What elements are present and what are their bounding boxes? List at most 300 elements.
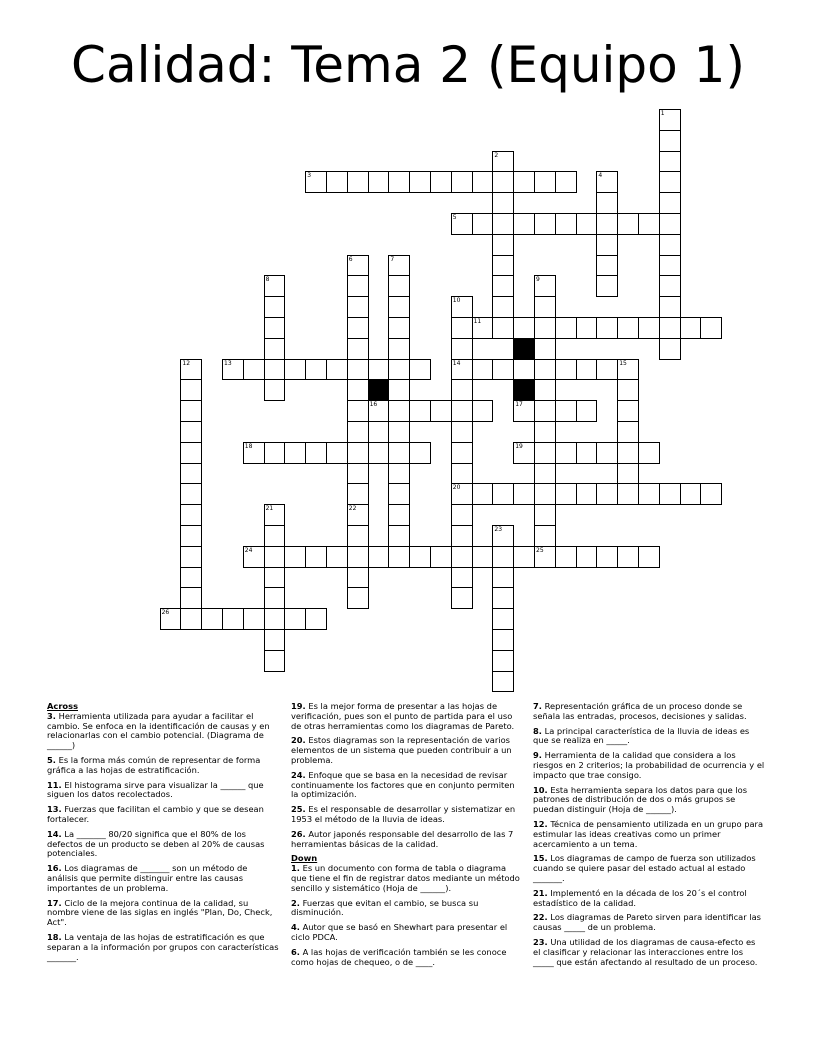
grid-cell[interactable] [180, 587, 202, 609]
clue-number-label: 15. [533, 853, 548, 864]
grid-cell[interactable] [347, 442, 369, 464]
grid-cell[interactable] [659, 275, 681, 297]
clue-text: Es la forma más común de representar de forma gráfica a las hojas de estratificación. [47, 754, 261, 775]
grid-cell[interactable] [659, 151, 681, 173]
grid-cell[interactable] [388, 504, 410, 526]
grid-cell[interactable] [451, 338, 473, 360]
grid-cell[interactable] [451, 546, 473, 568]
grid-cell[interactable] [347, 567, 369, 589]
grid-cell[interactable] [180, 463, 202, 485]
grid-cell[interactable] [430, 171, 452, 193]
grid-cell[interactable] [492, 255, 514, 277]
grid-cell[interactable] [534, 504, 556, 526]
grid-cell[interactable] [576, 400, 598, 422]
grid-cell[interactable] [492, 275, 514, 297]
clue-text: Esta herramienta separa los datos para que los patrones de distribución de dos o más grupos se puedan distinguir (Hoja de ______). [533, 784, 748, 815]
clue-number: 7 [390, 255, 395, 263]
grid-cell[interactable] [534, 296, 556, 318]
clue-text: Estos diagramas son la representación de varios elementos de un sistema que pueden contribuir a un problema. [291, 735, 512, 765]
clue-number: 3 [307, 172, 312, 180]
clue-number-label: 5. [47, 754, 56, 765]
grid-cell[interactable] [534, 525, 556, 547]
grid-cell[interactable] [284, 608, 306, 630]
clue-number: 22 [348, 505, 357, 513]
clue-text: Los diagramas de Pareto sirven para identificar las causas _____ de un problema. [533, 912, 761, 933]
clue-number-label: 25. [291, 804, 306, 815]
grid-cell[interactable] [347, 296, 369, 318]
grid-cell[interactable] [596, 275, 618, 297]
clue-number: 14 [452, 359, 461, 367]
clue-number: 16 [369, 401, 378, 409]
clue-number: 23 [494, 526, 503, 533]
clue [47, 830, 279, 859]
grid-cell[interactable] [180, 379, 202, 401]
clue-text: Enfoque que se basa en la necesidad de revisar continuamente los factores que en conjunto permiten la optimización. [291, 769, 515, 800]
grid-cell[interactable] [347, 587, 369, 609]
clue-number: 24 [244, 546, 253, 554]
grid-cell[interactable] [596, 442, 618, 464]
clue [291, 923, 523, 943]
grid-cell[interactable] [555, 171, 577, 193]
clue-text: El histograma sirve para visualizar la ______ que siguen los datos recolectados. [47, 779, 264, 800]
grid-cell[interactable] [576, 483, 598, 505]
clue [47, 712, 279, 751]
grid-cell[interactable] [264, 379, 286, 401]
grid-cell[interactable] [347, 317, 369, 339]
grid-cell[interactable] [617, 317, 639, 339]
grid-cell[interactable] [534, 400, 556, 422]
clue [291, 702, 523, 731]
clue-number-label: 14. [47, 828, 62, 839]
clue [291, 948, 523, 968]
grid-cell[interactable] [513, 359, 535, 381]
grid-cell[interactable] [180, 442, 202, 464]
grid-cell[interactable] [388, 421, 410, 443]
grid-cell[interactable] [451, 171, 473, 193]
grid-cell[interactable] [596, 234, 618, 256]
grid-cell[interactable] [534, 379, 556, 401]
grid-cell[interactable] [617, 463, 639, 485]
grid-cell[interactable] [534, 463, 556, 485]
grid-cell[interactable] [347, 338, 369, 360]
grid-cell[interactable] [388, 525, 410, 547]
grid-cell[interactable] [638, 317, 660, 339]
grid-cell[interactable] [576, 546, 598, 568]
grid-cell[interactable] [659, 296, 681, 318]
grid-cell[interactable] [305, 546, 327, 568]
clue-number: 26 [161, 609, 170, 617]
clue-number-label: 8. [533, 725, 542, 736]
grid-cell[interactable] [347, 359, 369, 381]
grid-cell[interactable] [534, 338, 556, 360]
grid-cell[interactable] [388, 442, 410, 464]
clue [291, 736, 523, 765]
grid-cell[interactable] [534, 483, 556, 505]
grid-cell[interactable] [264, 296, 286, 318]
grid-cell[interactable] [659, 213, 681, 235]
grid-cell[interactable] [659, 255, 681, 277]
grid-cell[interactable] [180, 608, 202, 630]
clue [533, 854, 765, 883]
grid-cell[interactable] [680, 483, 702, 505]
grid-cell[interactable] [617, 213, 639, 235]
grid-cell[interactable] [492, 567, 514, 589]
grid-cell[interactable] [243, 359, 265, 381]
clue-number-label: 17. [47, 897, 62, 908]
grid-cell[interactable] [430, 546, 452, 568]
grid-cell[interactable] [596, 483, 618, 505]
clue-text: La principal característica de la lluvia de ideas es que se realiza en _____. [533, 725, 750, 746]
clue [533, 913, 765, 933]
grid-cell[interactable] [388, 296, 410, 318]
grid-cell[interactable] [388, 400, 410, 422]
grid-cell[interactable] [201, 608, 223, 630]
grid-cell[interactable] [492, 317, 514, 339]
grid-cell[interactable] [388, 338, 410, 360]
clue-number: 10 [452, 297, 461, 305]
grid-cell[interactable] [451, 587, 473, 609]
clue [291, 830, 523, 850]
clue [47, 756, 279, 776]
grid-cell[interactable] [264, 629, 286, 651]
clue [47, 933, 279, 962]
clue-number-label: 13. [47, 804, 62, 815]
grid-cell[interactable] [388, 317, 410, 339]
grid-cell[interactable] [451, 504, 473, 526]
grid-cell[interactable] [305, 608, 327, 630]
grid-cell[interactable] [388, 483, 410, 505]
clue-text: La _______ 80/20 significa que el 80% de los defectos de un producto se deben al 20% de causas potenciales. [47, 828, 265, 859]
clue [47, 781, 279, 801]
grid-cell[interactable] [347, 275, 369, 297]
clue-number: 5 [452, 214, 457, 221]
grid-block [513, 379, 535, 401]
clue-text: Representación gráfica de un proceso donde se señala las entradas, procesos, decisiones y salidas. [533, 701, 747, 721]
clue-text: A las hojas de verificación también se les conoce como hojas de chequeo, o de ____. [291, 946, 507, 967]
grid-cell[interactable] [555, 546, 577, 568]
clue-number-label: 19. [291, 701, 306, 711]
grid-cell[interactable] [513, 546, 535, 568]
clue-text: Es un documento con forma de tabla o diagrama que tiene el fin de registrar datos mediante un método sencillo y sistemático (Hoja de ______). [291, 863, 520, 893]
grid-cell[interactable] [492, 192, 514, 214]
grid-cell[interactable] [596, 192, 618, 214]
grid-cell[interactable] [472, 359, 494, 381]
clue-number-label: 11. [47, 779, 62, 790]
grid-cell[interactable] [347, 421, 369, 443]
grid-cell[interactable] [264, 608, 286, 630]
grid-cell[interactable] [451, 421, 473, 443]
clue-text: Ciclo de la mejora continua de la calidad, su nombre viene de las siglas en inglés "Plan, Do, Check, Act". [47, 897, 273, 928]
grid-cell[interactable] [513, 483, 535, 505]
grid-cell[interactable] [492, 629, 514, 651]
grid-cell[interactable] [492, 296, 514, 318]
clue-text: Los diagramas de campo de fuerza son utilizados cuando se quiere pasar del estado actual al estado _______. [533, 853, 756, 883]
clue-number-label: 2. [291, 897, 300, 908]
grid-cell[interactable] [617, 400, 639, 422]
across-header: Across [47, 701, 79, 711]
grid-cell[interactable] [638, 213, 660, 235]
grid-cell[interactable] [451, 442, 473, 464]
grid-cell[interactable] [617, 483, 639, 505]
clue-number: 21 [265, 505, 274, 513]
grid-cell[interactable] [638, 483, 660, 505]
grid-cell[interactable] [472, 400, 494, 422]
clue-text: Fuerzas que facilitan el cambio y que se desean fortalecer. [47, 804, 264, 824]
grid-cell[interactable] [638, 546, 660, 568]
grid-cell[interactable] [659, 171, 681, 193]
grid-cell[interactable] [180, 400, 202, 422]
clue-number: 4 [598, 172, 603, 180]
clue-text: Técnica de pensamiento utilizada en un grupo para estimular las ideas creativas como un primer acercamiento a un tema. [533, 818, 764, 849]
clue-text: Autor japonés responsable del desarrollo de las 7 herramientas básicas de la calidad. [291, 828, 514, 849]
grid-cell[interactable] [409, 400, 431, 422]
clue-number: 8 [265, 276, 270, 284]
clue [291, 864, 523, 893]
clue-text: Es el responsable de desarrollar y sistematizar en 1953 el método de la lluvia de ideas. [291, 804, 516, 824]
clue-number-label: 1. [291, 863, 300, 874]
clue [533, 702, 765, 722]
clue-number: 12 [182, 359, 191, 367]
clue [47, 805, 279, 825]
grid-cell[interactable] [264, 587, 286, 609]
grid-cell[interactable] [492, 587, 514, 609]
grid-cell[interactable] [555, 400, 577, 422]
grid-cell[interactable] [617, 442, 639, 464]
grid-cell[interactable] [347, 483, 369, 505]
grid-cell[interactable] [264, 546, 286, 568]
grid-cell[interactable] [659, 192, 681, 214]
grid-block [513, 338, 535, 360]
clue [47, 899, 279, 928]
clue-number: 9 [536, 276, 540, 284]
clue-number-label: 12. [533, 818, 548, 829]
grid-cell[interactable] [264, 359, 286, 381]
grid-cell[interactable] [534, 359, 556, 381]
grid-cell[interactable] [492, 171, 514, 193]
grid-cell[interactable] [388, 463, 410, 485]
grid-cell[interactable] [326, 359, 348, 381]
grid-cell[interactable] [388, 546, 410, 568]
grid-cell[interactable] [180, 483, 202, 505]
grid-cell[interactable] [409, 359, 431, 381]
clue-number-label: 20. [291, 735, 306, 746]
grid-cell[interactable] [492, 650, 514, 672]
grid-cell[interactable] [576, 317, 598, 339]
clue-text: Los diagramas de _______ son un método de análisis que permite distinguir entre las causas importantes de un problema. [47, 863, 248, 893]
grid-cell[interactable] [555, 213, 577, 235]
grid-cell[interactable] [534, 442, 556, 464]
clue-number-label: 10. [533, 784, 548, 795]
grid-cell[interactable] [326, 546, 348, 568]
clue-text: Autor que se basó en Shewhart para presentar el ciclo PDCA. [291, 922, 508, 942]
grid-cell[interactable] [596, 213, 618, 235]
grid-cell[interactable] [492, 546, 514, 568]
grid-cell[interactable] [222, 608, 244, 630]
grid-cell[interactable] [180, 504, 202, 526]
grid-cell[interactable] [513, 317, 535, 339]
grid-cell[interactable] [451, 400, 473, 422]
grid-cell[interactable] [555, 442, 577, 464]
grid-cell[interactable] [596, 317, 618, 339]
clues-column-2 [291, 702, 523, 972]
grid-cell[interactable] [451, 379, 473, 401]
grid-cell[interactable] [264, 650, 286, 672]
clue [291, 771, 523, 800]
grid-cell[interactable] [492, 483, 514, 505]
clue-text: Herramienta de la calidad que considera a los riesgos en 2 criterios; la probabilidad de ocurrencia y el impacto que trae consigo. [533, 750, 765, 780]
grid-cell[interactable] [576, 213, 598, 235]
grid-cell[interactable] [264, 317, 286, 339]
grid-cell[interactable] [513, 171, 535, 193]
clues-column-3 [533, 702, 765, 972]
clue [291, 899, 523, 919]
grid-cell[interactable] [638, 442, 660, 464]
grid-cell[interactable] [284, 546, 306, 568]
grid-cell[interactable] [534, 213, 556, 235]
grid-cell[interactable] [368, 171, 390, 193]
grid-cell[interactable] [472, 483, 494, 505]
grid-cell[interactable] [576, 442, 598, 464]
grid-cell[interactable] [555, 317, 577, 339]
grid-cell[interactable] [596, 546, 618, 568]
grid-cell[interactable] [264, 442, 286, 464]
grid-cell[interactable] [534, 317, 556, 339]
clue-number: 2 [494, 151, 499, 159]
grid-cell[interactable] [596, 255, 618, 277]
grid-cell[interactable] [409, 171, 431, 193]
clue [533, 820, 765, 849]
grid-cell[interactable] [534, 171, 556, 193]
grid-cell[interactable] [659, 130, 681, 152]
grid-cell[interactable] [388, 275, 410, 297]
grid-cell[interactable] [305, 359, 327, 381]
grid-cell[interactable] [451, 567, 473, 589]
clue-number: 15 [619, 359, 627, 367]
grid-cell[interactable] [555, 483, 577, 505]
grid-cell[interactable] [326, 171, 348, 193]
grid-cell[interactable] [659, 338, 681, 360]
grid-cell[interactable] [472, 213, 494, 235]
clue [47, 864, 279, 893]
grid-cell[interactable] [243, 608, 265, 630]
grid-cell[interactable] [492, 234, 514, 256]
grid-cell[interactable] [576, 359, 598, 381]
grid-cell[interactable] [388, 379, 410, 401]
grid-cell[interactable] [451, 317, 473, 339]
clue [533, 786, 765, 815]
clue-text: Una utilidad de los diagramas de causa-efecto es el clasificar y relacionar las interacciones entre los _____ que están afectando al resultado de un proceso. [533, 936, 758, 967]
clue-number-label: 22. [533, 912, 548, 923]
grid-cell[interactable] [680, 317, 702, 339]
grid-cell[interactable] [326, 442, 348, 464]
grid-cell[interactable] [409, 442, 431, 464]
grid-cell[interactable] [700, 483, 722, 505]
grid-cell[interactable] [617, 421, 639, 443]
grid-cell[interactable] [700, 317, 722, 339]
grid-cell[interactable] [347, 379, 369, 401]
grid-cell[interactable] [659, 317, 681, 339]
grid-cell[interactable] [284, 359, 306, 381]
clue-text: Implementó en la década de los 20´s el control estadístico de la calidad. [533, 887, 747, 908]
clues-column-1 [47, 702, 279, 967]
grid-cell[interactable] [534, 421, 556, 443]
clue-number: 11 [473, 318, 482, 325]
grid-cell[interactable] [430, 400, 452, 422]
grid-cell[interactable] [368, 546, 390, 568]
grid-cell[interactable] [617, 379, 639, 401]
grid-cell[interactable] [472, 546, 494, 568]
grid-cell[interactable] [264, 338, 286, 360]
grid-cell[interactable] [492, 608, 514, 630]
grid-block [368, 379, 390, 401]
grid-cell[interactable] [409, 546, 431, 568]
clue-number-label: 3. [47, 710, 56, 721]
clue [291, 805, 523, 825]
clue-number-label: 9. [533, 750, 542, 761]
clue-number-label: 7. [533, 701, 542, 711]
clue-number: 13 [224, 359, 232, 367]
grid-cell[interactable] [347, 171, 369, 193]
grid-cell[interactable] [264, 525, 286, 547]
grid-cell[interactable] [659, 234, 681, 256]
grid-cell[interactable] [472, 171, 494, 193]
clue-number: 20 [452, 484, 461, 492]
grid-cell[interactable] [180, 546, 202, 568]
grid-cell[interactable] [368, 442, 390, 464]
grid-cell[interactable] [368, 359, 390, 381]
grid-cell[interactable] [180, 525, 202, 547]
grid-cell[interactable] [451, 463, 473, 485]
grid-cell[interactable] [180, 567, 202, 589]
grid-cell[interactable] [347, 525, 369, 547]
grid-cell[interactable] [347, 400, 369, 422]
grid-cell[interactable] [264, 567, 286, 589]
grid-cell[interactable] [492, 213, 514, 235]
grid-cell[interactable] [492, 671, 514, 693]
clue-number-label: 26. [291, 828, 306, 839]
clue [533, 751, 765, 780]
grid-cell[interactable] [451, 525, 473, 547]
grid-cell[interactable] [659, 483, 681, 505]
grid-cell[interactable] [347, 546, 369, 568]
clue-number-label: 16. [47, 863, 62, 874]
clue-text: Fuerzas que evitan el cambio, se busca su disminución. [291, 897, 479, 918]
clue-number: 17 [515, 401, 523, 409]
grid-cell[interactable] [284, 442, 306, 464]
clue [533, 727, 765, 747]
down-header: Down [291, 853, 318, 864]
clue-number-label: 21. [533, 887, 548, 898]
grid-cell[interactable] [492, 359, 514, 381]
grid-cell[interactable] [617, 546, 639, 568]
grid-cell[interactable] [347, 463, 369, 485]
clue-number-label: 23. [533, 936, 548, 947]
grid-cell[interactable] [555, 359, 577, 381]
clue-number: 18 [244, 442, 253, 450]
grid-cell[interactable] [513, 213, 535, 235]
grid-cell[interactable] [180, 421, 202, 443]
grid-cell[interactable] [388, 171, 410, 193]
grid-cell[interactable] [388, 359, 410, 381]
grid-cell[interactable] [596, 359, 618, 381]
clue-number-label: 6. [291, 946, 300, 957]
clue-text: Es la mejor forma de presentar a las hojas de verificación, pues son el punto de partida para el uso de otras herramientas como los diagramas de Pareto. [291, 701, 515, 731]
clue-number: 1 [660, 110, 665, 117]
clue-number-label: 24. [291, 769, 306, 780]
page-title: Calidad: Tema 2 (Equipo 1) [71, 36, 745, 94]
grid-cell[interactable] [305, 442, 327, 464]
clue [533, 889, 765, 909]
